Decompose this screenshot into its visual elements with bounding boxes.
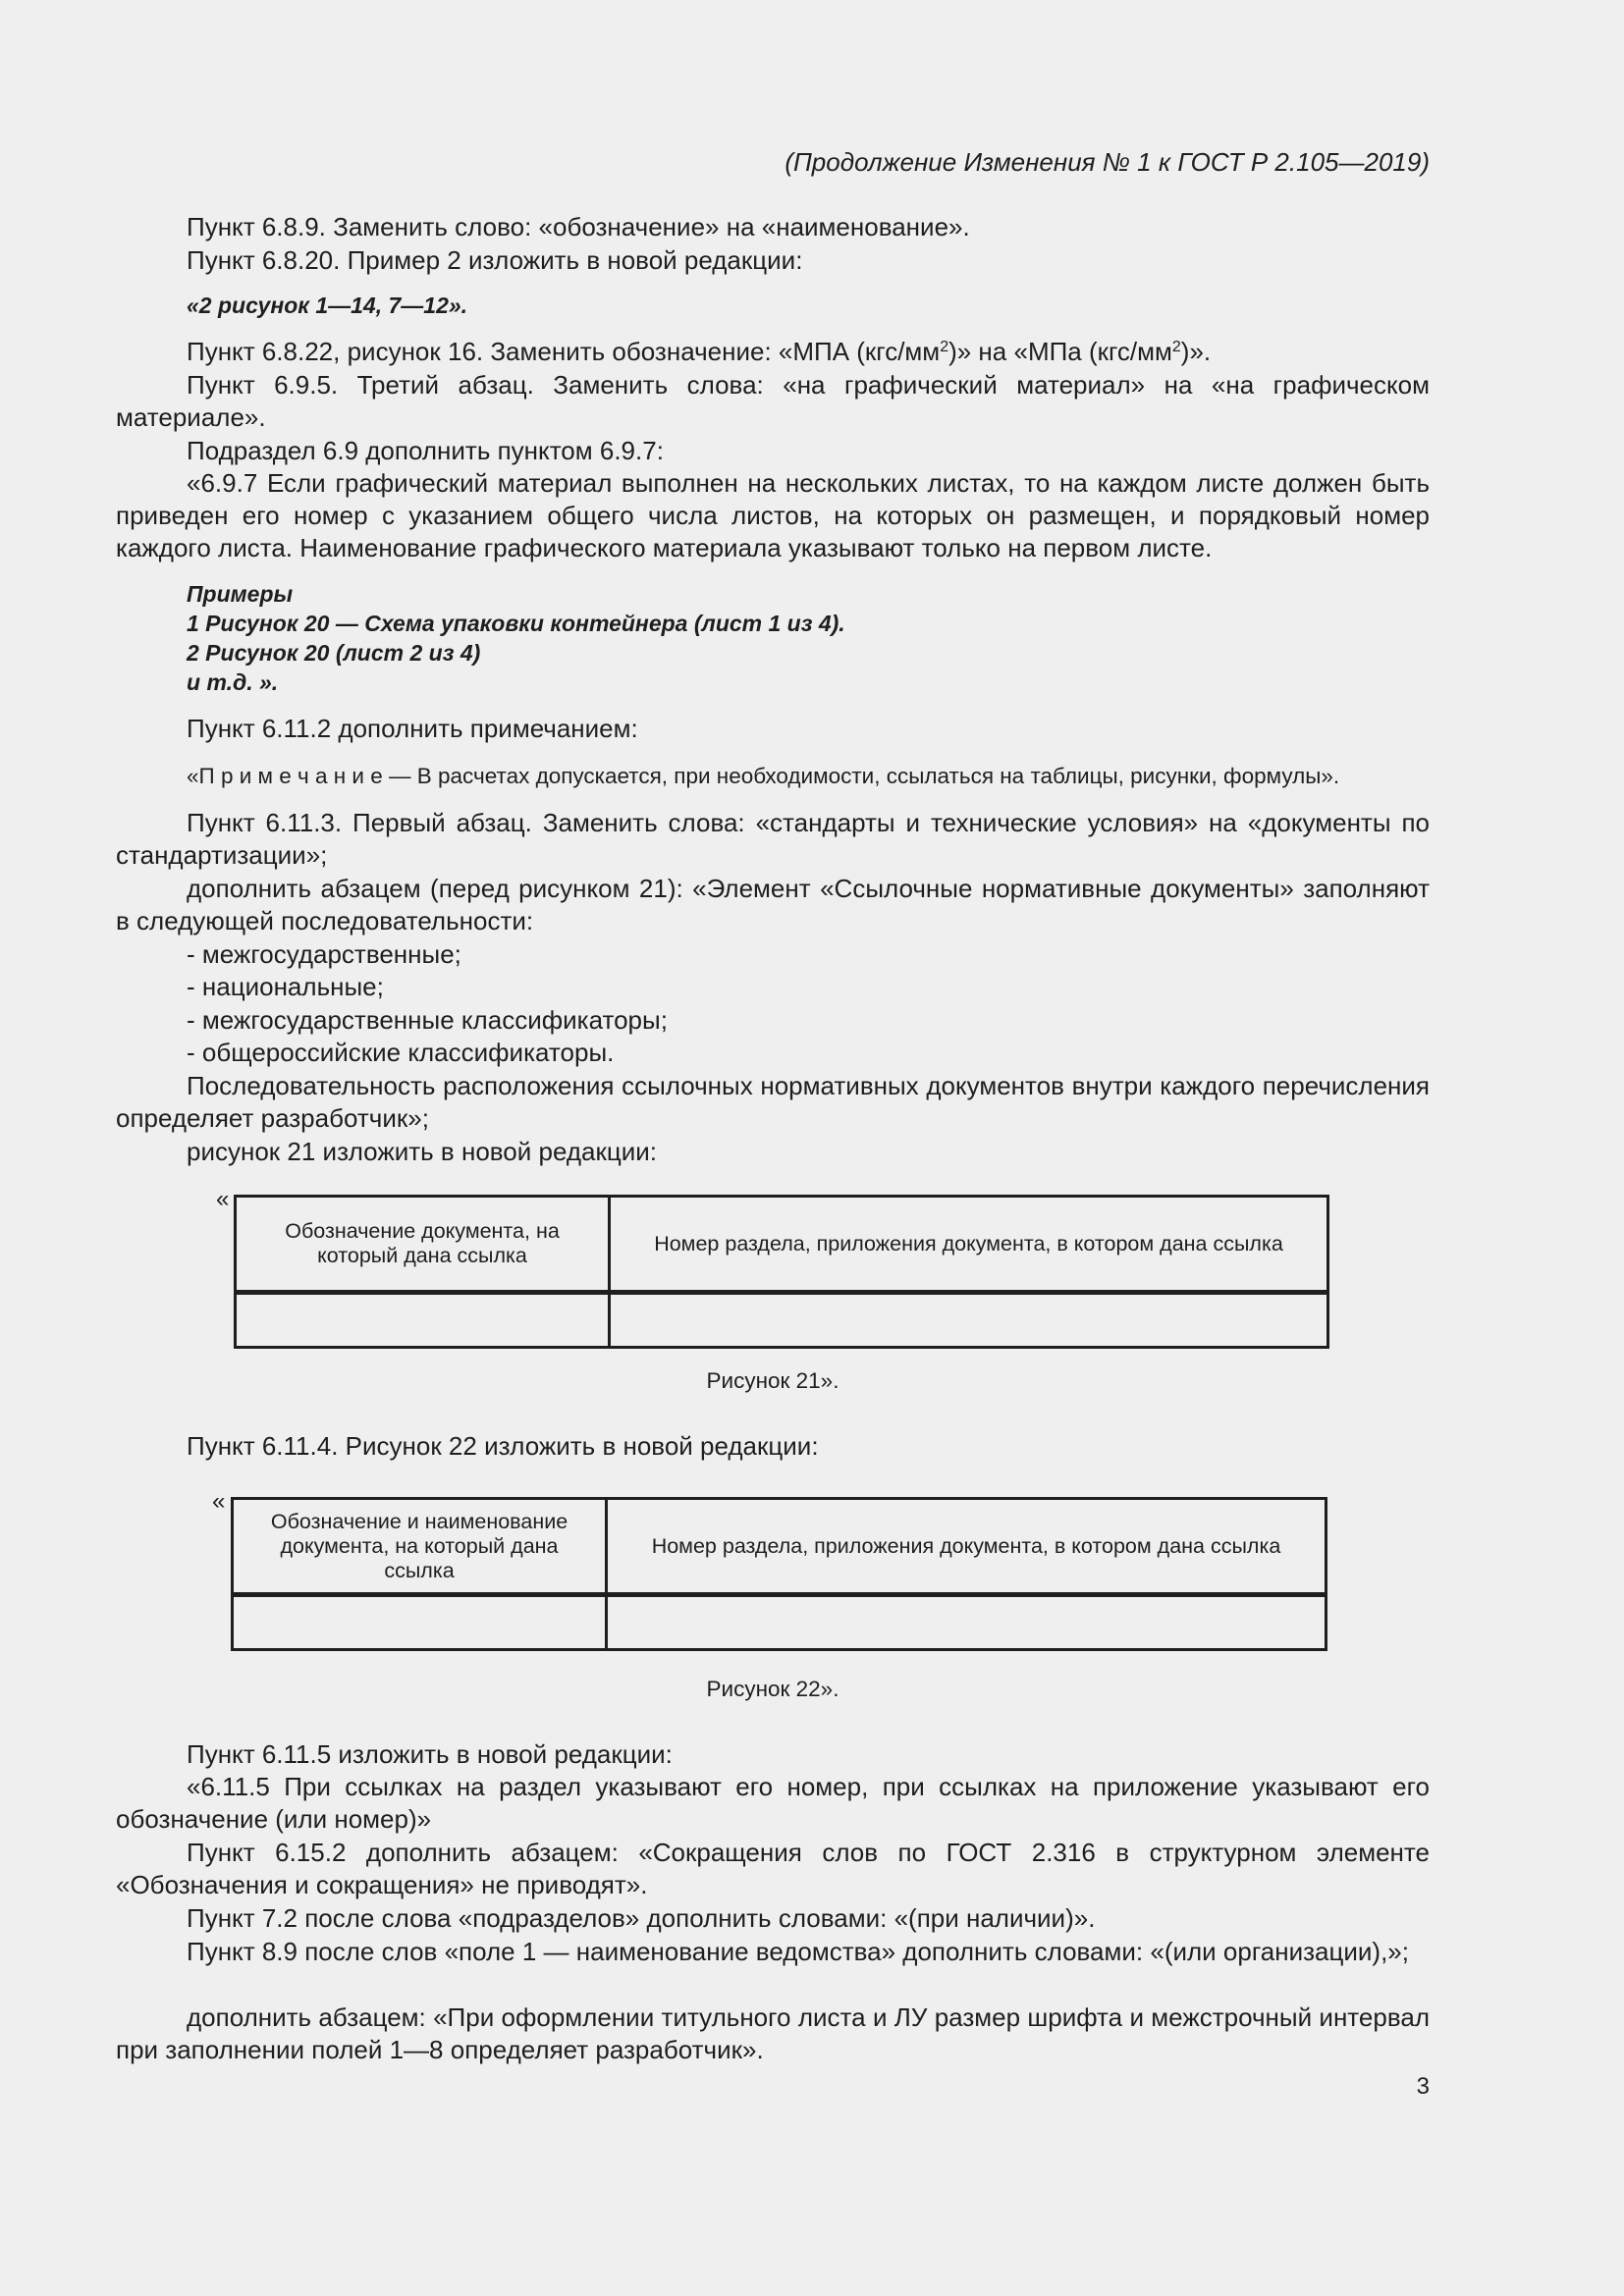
paragraph-6-8-20: Пункт 6.8.20. Пример 2 изложить в новой редакции:	[187, 245, 803, 275]
open-quote-mark: «	[216, 1186, 230, 1212]
paragraph-title-page: дополнить абзацем: «При оформлении титульного листа и ЛУ размер шрифта и межстрочный интервал при заполнении полей 1—8 определяет разработчик».	[116, 2002, 1430, 2064]
open-quote-mark: «	[212, 1488, 226, 1515]
example-etc: и т.д. ».	[187, 669, 279, 695]
fig22-cell	[607, 1595, 1326, 1650]
fig21-header-col1: Обозначение документа, на который дана ссылка	[236, 1197, 610, 1293]
fig21-cell	[236, 1293, 610, 1348]
examples-block	[116, 579, 1500, 697]
list-item: - межгосударственные классификаторы;	[187, 1005, 668, 1035]
paragraph-6-11-4: Пункт 6.11.4. Рисунок 22 изложить в новой редакции:	[187, 1431, 819, 1461]
note-label: П р и м е ч а н и е	[198, 764, 383, 788]
paragraph-6-11-2: Пункт 6.11.2 дополнить примечанием:	[187, 714, 638, 743]
paragraph-insert-before-fig21: дополнить абзацем (перед рисунком 21): «Элемент «Ссылочные нормативные документы» заполняют в следующей последовательности:	[116, 874, 1430, 935]
figure-22-table	[231, 1497, 1327, 1651]
paragraph-6-8-9: Пункт 6.8.9. Заменить слово: «обозначение» на «наименование».	[187, 212, 970, 241]
note-paragraph: «П р и м е ч а н и е — В расчетах допускается, при необходимости, ссылаться на таблицы, рисунки, формулы».	[187, 764, 1340, 788]
paragraph-6-9: Подраздел 6.9 дополнить пунктом 6.9.7:	[187, 436, 664, 465]
fig22-header-col2: Номер раздела, приложения документа, в котором дана ссылка	[607, 1499, 1326, 1595]
figure-21-table	[234, 1195, 1329, 1349]
paragraph-6-11-5: Пункт 6.11.5 изложить в новой редакции:	[187, 1739, 673, 1769]
examples-title: Примеры	[187, 581, 294, 607]
paragraph-6-9-7: «6.9.7 Если графический материал выполнен на нескольких листах, то на каждом листе должен быть приведен его номер с указанием общего числа листов, на которых он размещен, и порядковый номер каждого листа. Наименование графического материала указывают только на первом листе.	[116, 468, 1430, 562]
example-2-text: «2 рисунок 1—14, 7—12».	[187, 293, 468, 318]
example-2: 2 Рисунок 20 (лист 2 из 4)	[187, 640, 481, 666]
list-item: - общероссийские классификаторы.	[187, 1038, 615, 1067]
running-header: (Продолжение Изменения № 1 к ГОСТ Р 2.105—2019)	[785, 147, 1430, 177]
paragraph-6-9-5: Пункт 6.9.5. Третий абзац. Заменить слова: «на графический материал» на «на графическом материале».	[116, 370, 1430, 432]
figure-21-caption: Рисунок 21».	[706, 1368, 839, 1393]
list-item: - межгосударственные;	[187, 939, 461, 969]
figure-22-caption: Рисунок 22».	[706, 1677, 839, 1701]
paragraph-6-15-2: Пункт 6.15.2 дополнить абзацем: «Сокращения слов по ГОСТ 2.316 в структурном элементе «Обозначения и сокращения» не приводят».	[116, 1838, 1430, 1899]
paragraph-7-2: Пункт 7.2 после слова «подразделов» дополнить словами: «(при наличии)».	[187, 1903, 1096, 1933]
list-item: - национальные;	[187, 972, 384, 1001]
fig22-header-col1: Обозначение и наименование документа, на который дана ссылка	[233, 1499, 607, 1595]
paragraph-sequence: Последовательность расположения ссылочных нормативных документов внутри каждого перечисления определяет разработчик»;	[116, 1071, 1430, 1133]
document-page	[116, 0, 1430, 2296]
page-number: 3	[1416, 2073, 1430, 2100]
paragraph-6-11-5-text: «6.11.5 При ссылках на раздел указывают его номер, при ссылках на приложение указывают его обозначение (или номер)»	[116, 1772, 1430, 1834]
fig22-cell	[233, 1595, 607, 1650]
paragraph-8-9: Пункт 8.9 после слов «поле 1 — наименование ведомства» дополнить словами: «(или организации),»;	[187, 1937, 1409, 1966]
paragraph-6-11-3: Пункт 6.11.3. Первый абзац. Заменить слова: «стандарты и технические условия» на «документы по стандартизации»;	[116, 808, 1430, 870]
note-text: — В расчетах допускается, при необходимости, ссылаться на таблицы, рисунки, формулы».	[382, 764, 1340, 788]
fig21-header-col2: Номер раздела, приложения документа, в котором дана ссылка	[610, 1197, 1328, 1293]
fig21-cell	[610, 1293, 1328, 1348]
paragraph-fig21-intro: рисунок 21 изложить в новой редакции:	[187, 1137, 658, 1166]
example-1: 1 Рисунок 20 — Схема упаковки контейнера (лист 1 из 4).	[187, 611, 845, 636]
paragraph-6-8-22: Пункт 6.8.22, рисунок 16. Заменить обозначение: «МПА $(кгс/мм^2)$» на «МПа $(кгс/мм^2)$».	[187, 337, 1212, 366]
